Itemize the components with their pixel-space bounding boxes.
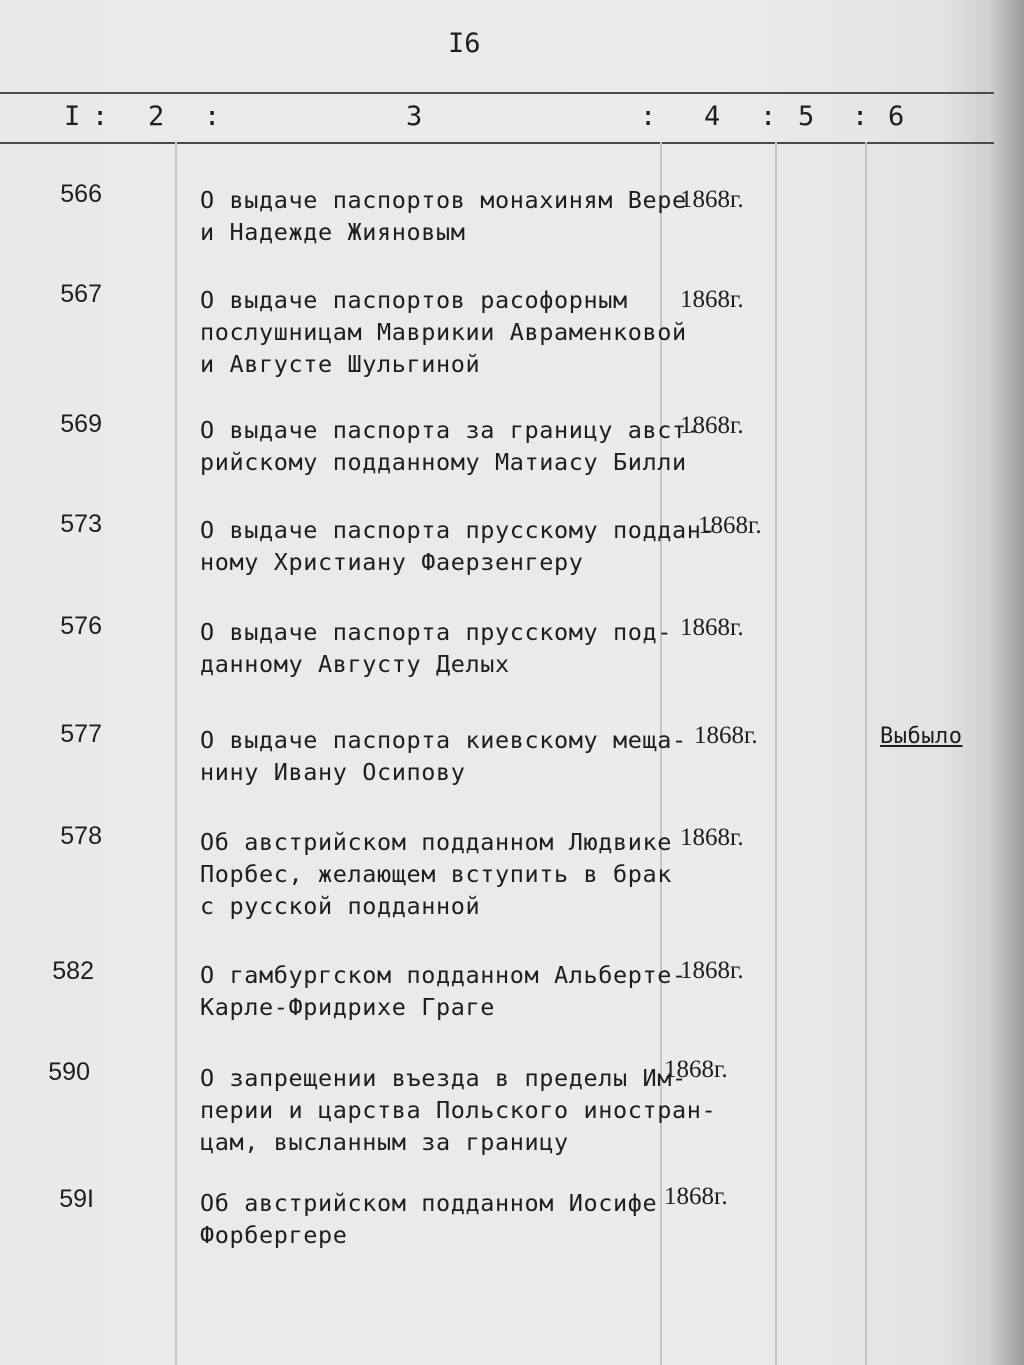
case-number: 578 [60,822,102,850]
title-line: ному Христиану Фаерзенгеру [200,548,584,576]
column-divider [175,142,177,1365]
title-line: данному Августу Делых [200,650,510,678]
case-title [200,184,687,248]
case-number: 569 [60,410,102,438]
case-year: 1868г. [664,1183,728,1210]
header-separator: : [640,101,657,132]
header-bottom-rule [0,142,994,144]
case-title [200,724,687,788]
title-line: О выдаче паспортов расофорным [200,286,628,314]
case-number: 573 [60,510,102,538]
title-line: Карле-Фридрихе Граге [200,993,495,1021]
title-line: О запрещении въезда в пределы Им- [200,1064,687,1092]
title-line: Форбергере [200,1221,348,1249]
title-line: перии и царства Польского иностран- [200,1096,717,1124]
header-col-2: 2 [148,101,165,132]
column-divider [775,142,777,1365]
header-separator: : [760,101,777,132]
title-line: О выдаче паспорта прусскому поддан- [200,516,717,544]
header-col-4: 4 [704,101,721,132]
case-title [200,284,687,380]
header-separator: : [92,101,109,132]
status-note: Выбыло [880,724,963,749]
case-number: 567 [60,280,102,308]
title-line: рийскому подданному Матиасу Билли [200,448,687,476]
title-line: О выдаче паспорта прусскому под- [200,618,672,646]
case-title [200,1187,670,1251]
case-number: 590 [48,1058,90,1086]
header-top-rule [0,92,994,94]
title-line: О выдаче паспорта киевскому меща- [200,726,687,754]
case-title [200,616,670,680]
case-number: 576 [60,612,102,640]
header-col-5: 5 [798,101,815,132]
header-separator: : [852,101,869,132]
header-col-1: I [64,101,81,132]
case-year: 1868г. [680,824,744,851]
title-line: и Надежде Жияновым [200,218,466,246]
title-line: Об австрийском подданном Людвике [200,828,672,856]
case-year: 1868г. [680,614,744,641]
title-line: с русской подданной [200,892,481,920]
header-separator: : [204,101,221,132]
case-number: 577 [60,720,102,748]
title-line: нину Ивану Осипову [200,758,466,786]
title-line: Об австрийском подданном Иосифе [200,1189,658,1217]
case-number: 59I [59,1185,94,1213]
case-year: 1868г. [694,722,758,749]
case-title [200,414,702,478]
page-number: I6 [448,28,481,59]
title-line: О выдаче паспортов монахиням Вере [200,186,687,214]
case-year: 1868г. [680,957,744,984]
title-line: О гамбургском подданном Альберте- [200,961,687,989]
case-year: 1868г. [680,286,744,313]
case-year: 1868г. [698,512,762,539]
case-title [200,514,717,578]
header-col-6: 6 [888,101,905,132]
case-number: 566 [60,180,102,208]
title-line: Порбес, желающем вступить в брак [200,860,672,888]
header-col-3: 3 [406,101,423,132]
book-spine [986,0,1024,1365]
title-line: цам, высланным за границу [200,1128,569,1156]
title-line: и Августе Шульгиной [200,350,481,378]
title-line: О выдаче паспорта за границу авст- [200,416,702,444]
title-line: послушницам Маврикии Авраменковой [200,318,687,346]
column-divider [865,142,867,1365]
case-year: 1868г. [680,186,744,213]
case-number: 582 [52,957,94,985]
case-year: 1868г. [664,1056,728,1083]
case-title [200,826,670,922]
case-title [200,959,687,1023]
case-year: 1868г. [680,412,744,439]
